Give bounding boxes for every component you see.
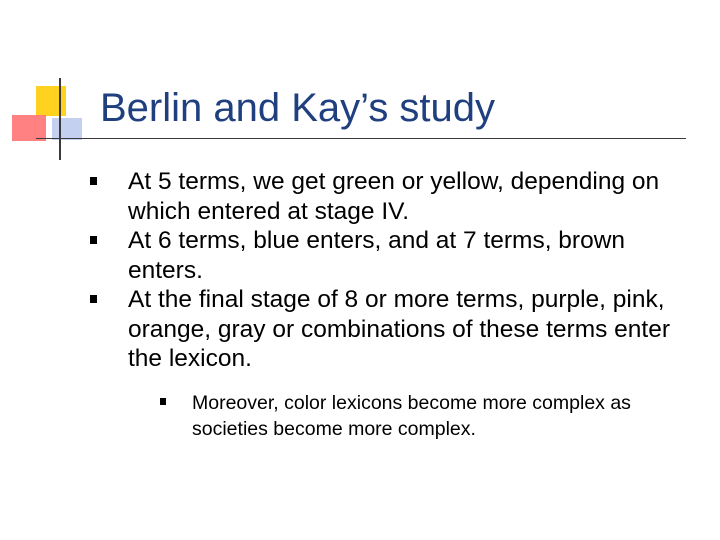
bullet-item (90, 285, 700, 374)
square-bullet-icon (90, 177, 97, 185)
bullet-list (90, 167, 700, 442)
slide-title: Berlin and Kay’s study (100, 86, 496, 130)
logo-blue-square (52, 118, 82, 140)
bullet-text: At 6 terms, blue enters, and at 7 terms, brown enters. (128, 227, 626, 284)
bullet-item (90, 167, 700, 226)
square-bullet-icon (160, 398, 166, 405)
logo-vertical-line (59, 78, 61, 160)
square-bullet-icon (90, 236, 97, 244)
square-bullet-icon (90, 295, 97, 303)
bullet-item (90, 226, 700, 285)
bullet-text: At the final stage of 8 or more terms, purple, pink, orange, gray or combinations of these terms enter the lexicon. (128, 286, 671, 372)
decorative-logo (0, 0, 110, 170)
logo-yellow-square (36, 86, 66, 116)
title-underline (36, 138, 686, 139)
bullet-text: At 5 terms, we get green or yellow, depending on which entered at stage IV. (128, 168, 660, 225)
sub-bullet-text: Moreover, color lexicons become more complex as societies become more complex. (192, 391, 631, 440)
sub-bullet-item (160, 390, 702, 442)
